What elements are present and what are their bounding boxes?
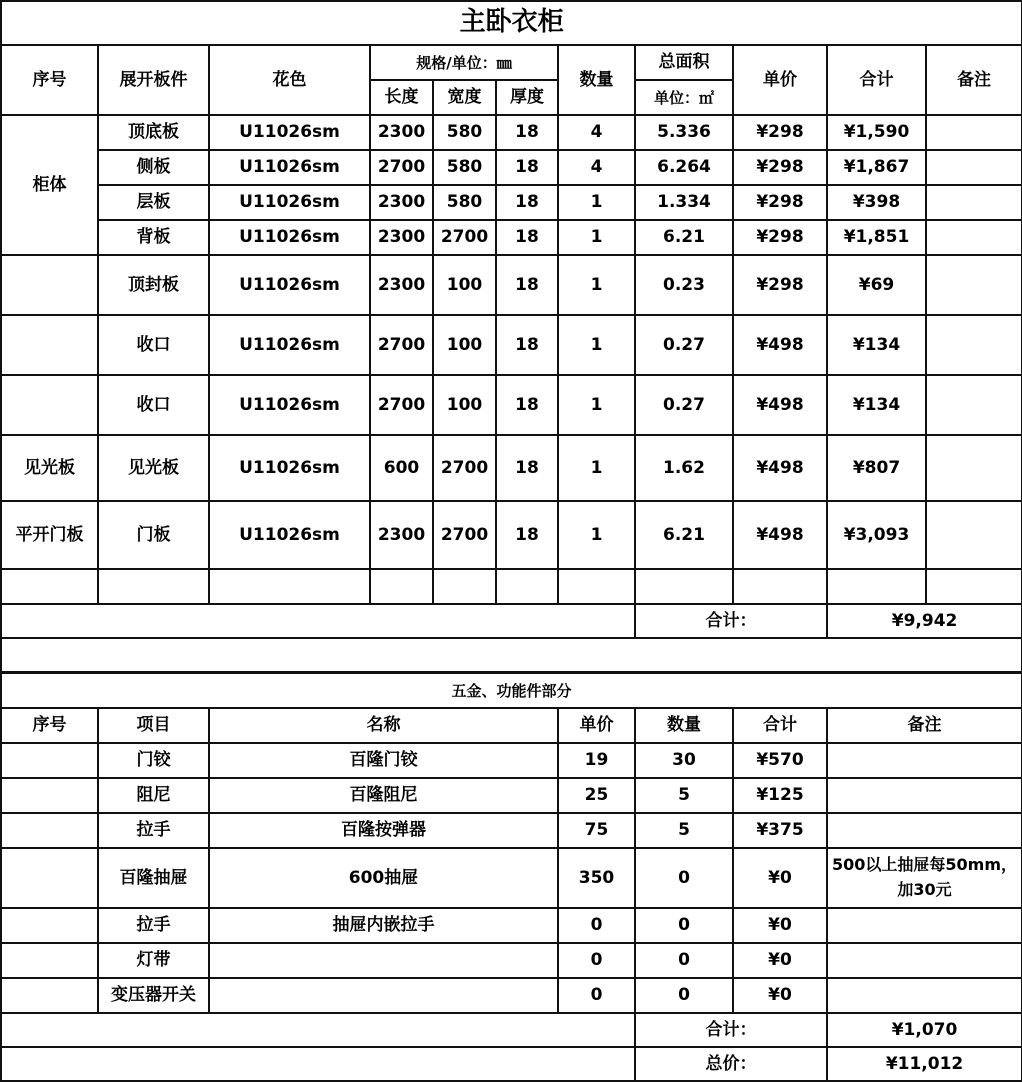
hw-cell-qty: 5: [635, 813, 733, 848]
empty-cell: [370, 569, 433, 604]
hw-subtotal-spacer: [1, 1013, 635, 1047]
table-row: [1, 943, 1022, 978]
hw-header-qty: 数量: [635, 708, 733, 743]
hw-cell-price: 0: [558, 943, 635, 978]
header-thickness: 厚度: [496, 80, 558, 115]
cell-thickness: 18: [496, 315, 558, 375]
cell-part: 见光板: [98, 435, 209, 501]
cell-color: U11026sm: [209, 115, 370, 150]
header-area-unit: 单位：㎡: [635, 80, 733, 115]
cell-qty: 1: [558, 315, 635, 375]
table-row: [1, 978, 1022, 1013]
hw-cell-note: [827, 813, 1022, 848]
group-label: [1, 315, 98, 375]
cell-length: 2300: [370, 501, 433, 569]
hw-header-total: 合计: [733, 708, 827, 743]
cell-area: 0.23: [635, 255, 733, 315]
hw-cell-price: 0: [558, 908, 635, 943]
header-qty: 数量: [558, 45, 635, 115]
cell-color: U11026sm: [209, 435, 370, 501]
hw-cell-seq: [1, 908, 98, 943]
cell-area: 0.27: [635, 315, 733, 375]
hw-cell-total: ¥0: [733, 978, 827, 1013]
table-row: [1, 848, 1022, 908]
spacer-row: [1, 638, 1022, 672]
cell-thickness: 18: [496, 150, 558, 185]
cell-area: 1.62: [635, 435, 733, 501]
table-row: [1, 375, 1022, 435]
header-price: 单价: [733, 45, 827, 115]
table-row: [1, 743, 1022, 778]
page-title: 主卧衣柜: [1, 1, 1022, 45]
hw-cell-note: [827, 943, 1022, 978]
hw-cell-total: ¥0: [733, 908, 827, 943]
cell-color: U11026sm: [209, 315, 370, 375]
hw-cell-item: 拉手: [98, 908, 209, 943]
header-seq: 序号: [1, 45, 98, 115]
hw-cell-price: 19: [558, 743, 635, 778]
hw-cell-total: ¥0: [733, 848, 827, 908]
table-row: [1, 501, 1022, 569]
empty-cell: [733, 569, 827, 604]
cell-width: 2700: [433, 220, 496, 255]
cell-price: ¥298: [733, 115, 827, 150]
header-color: 花色: [209, 45, 370, 115]
hw-cell-name: [209, 943, 558, 978]
hw-cell-name: [209, 978, 558, 1013]
hw-cell-item: 阻尼: [98, 778, 209, 813]
hw-header-note: 备注: [827, 708, 1022, 743]
cell-price: ¥498: [733, 375, 827, 435]
cell-length: 2700: [370, 315, 433, 375]
empty-cell: [827, 569, 926, 604]
header-length: 长度: [370, 80, 433, 115]
hw-cell-item: 门铰: [98, 743, 209, 778]
header-total: 合计: [827, 45, 926, 115]
cell-qty: 1: [558, 375, 635, 435]
hw-cell-price: 0: [558, 978, 635, 1013]
cell-total: ¥134: [827, 315, 926, 375]
subtotal-label: 合计：: [635, 604, 827, 638]
cell-part: 顶底板: [98, 115, 209, 150]
hardware-section-title: 五金、功能件部分: [1, 673, 1022, 708]
subtotal-spacer: [1, 604, 635, 638]
hw-grand-total-label: 总价：: [635, 1047, 827, 1081]
hw-cell-seq: [1, 978, 98, 1013]
empty-cell: [98, 569, 209, 604]
cell-thickness: 18: [496, 501, 558, 569]
hw-cell-name: 百隆按弹器: [209, 813, 558, 848]
cell-part: 门板: [98, 501, 209, 569]
hw-cell-name: 百隆门铰: [209, 743, 558, 778]
cell-thickness: 18: [496, 255, 558, 315]
blank-row: [1, 569, 1022, 604]
hw-cell-qty: 0: [635, 848, 733, 908]
hw-subtotal-value: ¥1,070: [827, 1013, 1022, 1047]
cell-color: U11026sm: [209, 501, 370, 569]
hw-cell-qty: 0: [635, 978, 733, 1013]
cell-color: U11026sm: [209, 375, 370, 435]
header-part: 展开板件: [98, 45, 209, 115]
cell-length: 2300: [370, 220, 433, 255]
hardware-table: [0, 672, 1022, 1082]
hw-cell-seq: [1, 743, 98, 778]
hw-cell-total: ¥0: [733, 943, 827, 978]
cell-part: 层板: [98, 185, 209, 220]
hw-cell-item: 变压器开关: [98, 978, 209, 1013]
empty-cell: [635, 569, 733, 604]
hw-header-item: 项目: [98, 708, 209, 743]
cell-qty: 1: [558, 435, 635, 501]
hw-cell-note: [827, 743, 1022, 778]
table-row: [1, 185, 1022, 220]
hw-cell-note: 500以上抽屉每50mm，加30元: [827, 848, 1022, 908]
hw-cell-seq: [1, 848, 98, 908]
cell-thickness: 18: [496, 115, 558, 150]
cell-color: U11026sm: [209, 255, 370, 315]
cell-qty: 4: [558, 115, 635, 150]
group-label: [1, 255, 98, 315]
hw-header-price: 单价: [558, 708, 635, 743]
cell-part: 侧板: [98, 150, 209, 185]
hw-grand-total-row: [1, 1047, 1022, 1081]
cell-note: [926, 255, 1022, 315]
hw-cell-price: 350: [558, 848, 635, 908]
table-row: [1, 435, 1022, 501]
table-row: [1, 778, 1022, 813]
cell-qty: 1: [558, 501, 635, 569]
hw-cell-note: [827, 908, 1022, 943]
cell-qty: 4: [558, 150, 635, 185]
cell-price: ¥298: [733, 185, 827, 220]
cell-area: 5.336: [635, 115, 733, 150]
cell-area: 0.27: [635, 375, 733, 435]
cell-price: ¥498: [733, 501, 827, 569]
hw-header-seq: 序号: [1, 708, 98, 743]
hw-cell-item: 灯带: [98, 943, 209, 978]
cell-total: ¥1,867: [827, 150, 926, 185]
hw-cell-name: 600抽屉: [209, 848, 558, 908]
cell-price: ¥498: [733, 435, 827, 501]
table-row: [1, 115, 1022, 150]
cell-part: 背板: [98, 220, 209, 255]
hw-cell-qty: 5: [635, 778, 733, 813]
cell-total: ¥807: [827, 435, 926, 501]
cell-length: 2300: [370, 255, 433, 315]
cell-width: 580: [433, 185, 496, 220]
hw-cell-seq: [1, 943, 98, 978]
cell-total: ¥1,590: [827, 115, 926, 150]
hw-subtotal-row: [1, 1013, 1022, 1047]
hw-cell-note: [827, 778, 1022, 813]
cell-width: 2700: [433, 435, 496, 501]
hw-cell-name: 抽屉内嵌拉手: [209, 908, 558, 943]
hw-header-name: 名称: [209, 708, 558, 743]
cell-note: [926, 435, 1022, 501]
cell-note: [926, 185, 1022, 220]
cell-note: [926, 220, 1022, 255]
table-row: [1, 813, 1022, 848]
cell-width: 100: [433, 255, 496, 315]
cell-price: ¥298: [733, 220, 827, 255]
cell-total: ¥1,851: [827, 220, 926, 255]
header-note: 备注: [926, 45, 1022, 115]
hw-cell-name: 百隆阻尼: [209, 778, 558, 813]
hw-cell-seq: [1, 778, 98, 813]
hw-cell-total: ¥375: [733, 813, 827, 848]
group-label: [1, 375, 98, 435]
hw-cell-price: 75: [558, 813, 635, 848]
table-row: [1, 220, 1022, 255]
group-label: 平开门板: [1, 501, 98, 569]
hw-cell-item: 拉手: [98, 813, 209, 848]
cell-width: 100: [433, 315, 496, 375]
cell-width: 580: [433, 150, 496, 185]
cell-note: [926, 501, 1022, 569]
hw-cell-price: 25: [558, 778, 635, 813]
table-row: [1, 908, 1022, 943]
empty-cell: [1, 569, 98, 604]
cell-part: 收口: [98, 375, 209, 435]
empty-cell: [209, 569, 370, 604]
cell-length: 2700: [370, 375, 433, 435]
hw-cell-qty: 0: [635, 943, 733, 978]
hw-grand-total-value: ¥11,012: [827, 1047, 1022, 1081]
cell-color: U11026sm: [209, 150, 370, 185]
cell-thickness: 18: [496, 435, 558, 501]
hw-cell-qty: 30: [635, 743, 733, 778]
cell-length: 600: [370, 435, 433, 501]
hw-subtotal-label: 合计：: [635, 1013, 827, 1047]
hw-grand-total-spacer: [1, 1047, 635, 1081]
cell-width: 2700: [433, 501, 496, 569]
header-area: 总面积: [635, 45, 733, 80]
table-row: [1, 255, 1022, 315]
hw-cell-total: ¥570: [733, 743, 827, 778]
cell-qty: 1: [558, 255, 635, 315]
spacer-cell: [1, 638, 1022, 672]
cell-price: ¥298: [733, 255, 827, 315]
cell-qty: 1: [558, 220, 635, 255]
cell-part: 收口: [98, 315, 209, 375]
cell-note: [926, 150, 1022, 185]
empty-cell: [496, 569, 558, 604]
cell-qty: 1: [558, 185, 635, 220]
cell-length: 2300: [370, 185, 433, 220]
cell-area: 6.21: [635, 501, 733, 569]
cell-total: ¥3,093: [827, 501, 926, 569]
table-row: [1, 315, 1022, 375]
hw-cell-seq: [1, 813, 98, 848]
cell-area: 1.334: [635, 185, 733, 220]
cell-total: ¥69: [827, 255, 926, 315]
cell-price: ¥298: [733, 150, 827, 185]
cell-price: ¥498: [733, 315, 827, 375]
subtotal-row: [1, 604, 1022, 638]
hw-cell-total: ¥125: [733, 778, 827, 813]
subtotal-value: ¥9,942: [827, 604, 1022, 638]
cell-part: 顶封板: [98, 255, 209, 315]
empty-cell: [433, 569, 496, 604]
group-label: 见光板: [1, 435, 98, 501]
cell-area: 6.264: [635, 150, 733, 185]
header-width: 宽度: [433, 80, 496, 115]
empty-cell: [558, 569, 635, 604]
cell-length: 2700: [370, 150, 433, 185]
cell-note: [926, 315, 1022, 375]
cell-note: [926, 375, 1022, 435]
cell-color: U11026sm: [209, 185, 370, 220]
empty-cell: [926, 569, 1022, 604]
cell-thickness: 18: [496, 220, 558, 255]
group-label: 柜体: [1, 115, 98, 255]
cell-note: [926, 115, 1022, 150]
hw-cell-note: [827, 978, 1022, 1013]
cell-width: 100: [433, 375, 496, 435]
hw-cell-item: 百隆抽屉: [98, 848, 209, 908]
cell-color: U11026sm: [209, 220, 370, 255]
table-row: [1, 150, 1022, 185]
header-spec: 规格/单位：㎜: [370, 45, 558, 80]
cell-area: 6.21: [635, 220, 733, 255]
cell-total: ¥398: [827, 185, 926, 220]
cell-thickness: 18: [496, 375, 558, 435]
cell-width: 580: [433, 115, 496, 150]
cell-total: ¥134: [827, 375, 926, 435]
cell-length: 2300: [370, 115, 433, 150]
hw-cell-qty: 0: [635, 908, 733, 943]
cell-thickness: 18: [496, 185, 558, 220]
